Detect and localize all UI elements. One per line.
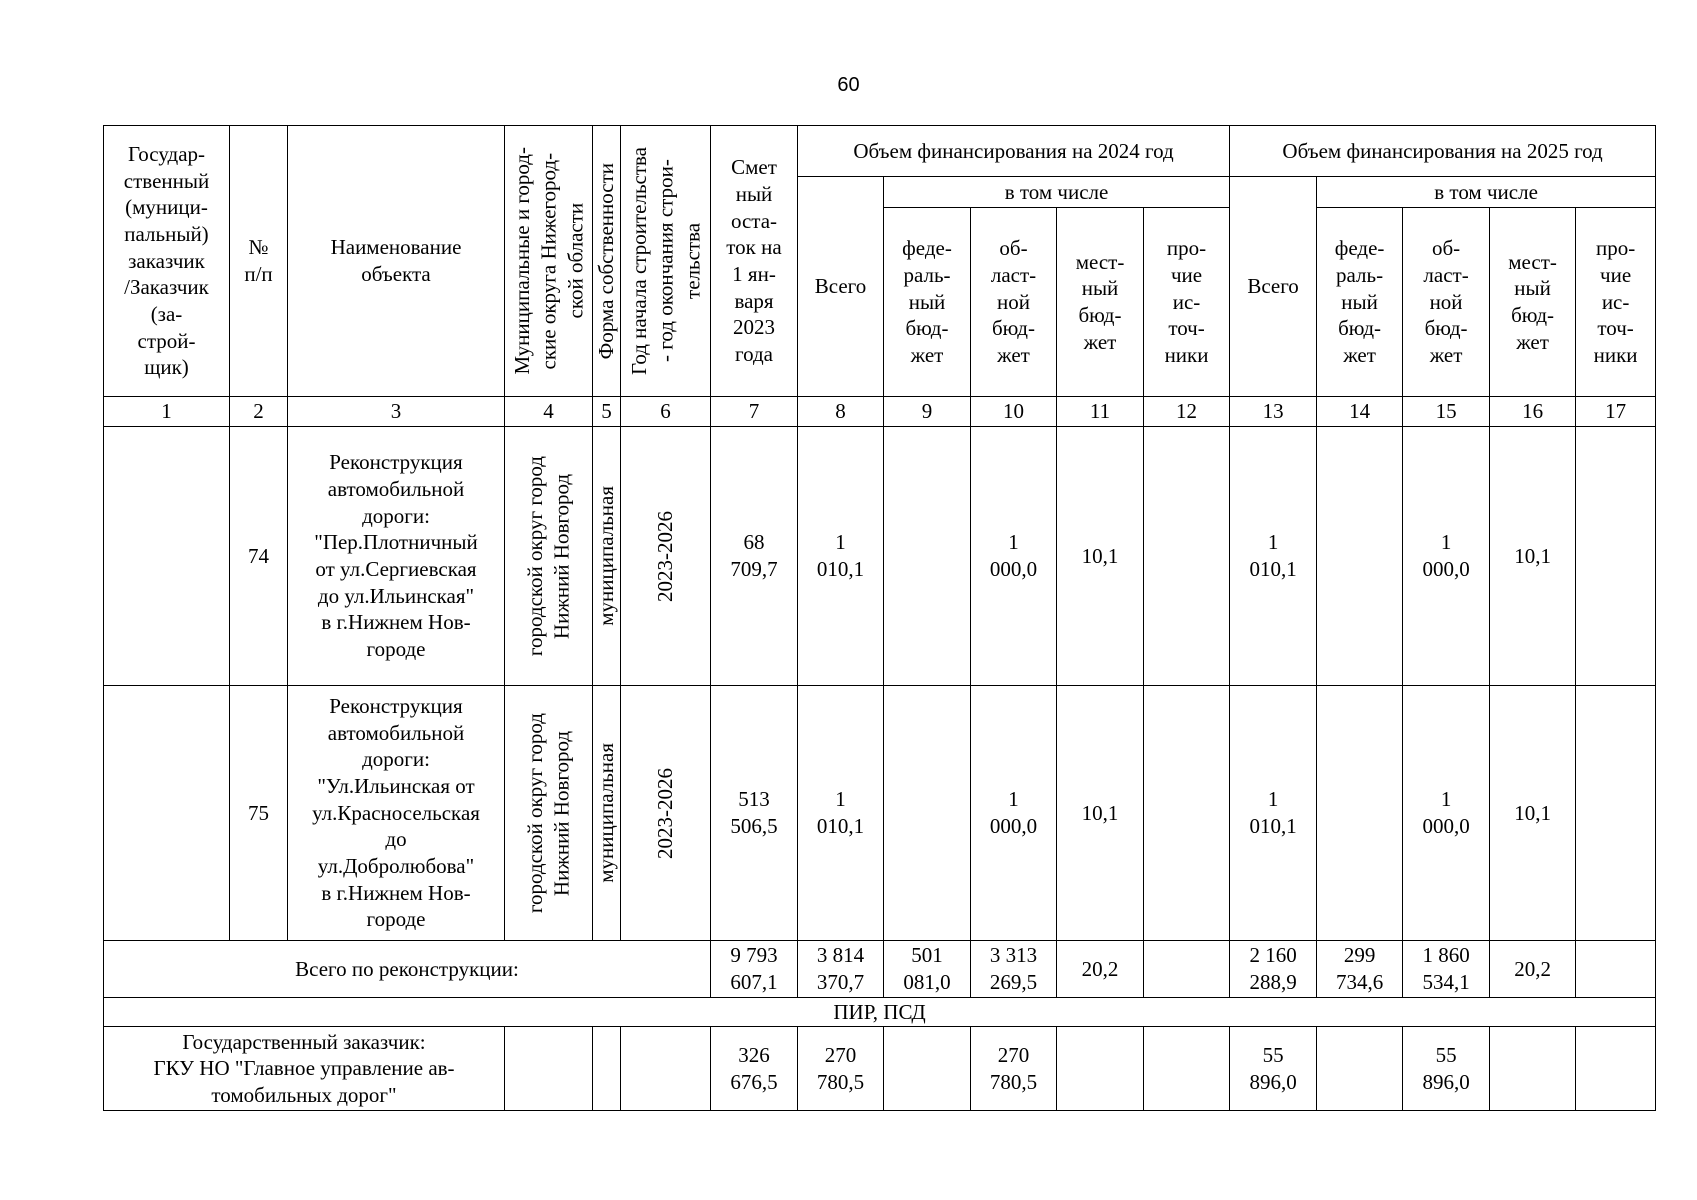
header-years-cell bbox=[621, 126, 711, 397]
row-district: городской округ город Нижний Новгород bbox=[522, 455, 574, 657]
financing-table bbox=[103, 125, 1656, 1111]
row-object-name: Реконструкция автомобильной дороги: "Ул.Ильинская от ул.Красносельская до ул.Добролюбова" в г.Нижнем Нов- городе bbox=[288, 686, 505, 941]
header-ownership: Форма собственности bbox=[594, 162, 619, 360]
row-years-cell bbox=[621, 686, 711, 941]
row-2024-federal bbox=[884, 427, 971, 686]
header-object-name: Наименование объекта bbox=[288, 126, 505, 397]
customer-2025-regional: 55 896,0 bbox=[1403, 1027, 1490, 1111]
column-number: 5 bbox=[593, 397, 621, 427]
header-2024-total: Всего bbox=[798, 177, 884, 397]
header-2025-regional: об- ласт- ной бюд- жет bbox=[1403, 208, 1490, 397]
column-number: 13 bbox=[1230, 397, 1317, 427]
section-row bbox=[104, 998, 1656, 1027]
customer-2025-total: 55 896,0 bbox=[1230, 1027, 1317, 1111]
row-2024-local: 10,1 bbox=[1057, 686, 1144, 941]
column-number: 17 bbox=[1576, 397, 1656, 427]
row-number: 74 bbox=[230, 427, 288, 686]
row-2025-other bbox=[1576, 686, 1656, 941]
customer-2024-local bbox=[1057, 1027, 1144, 1111]
row-2025-other bbox=[1576, 427, 1656, 686]
column-number: 11 bbox=[1057, 397, 1144, 427]
header-2025-local: мест- ный бюд- жет bbox=[1490, 208, 1576, 397]
row-2024-federal bbox=[884, 686, 971, 941]
customer-row bbox=[104, 1027, 1656, 1111]
row-ownership-cell bbox=[593, 686, 621, 941]
table-row bbox=[104, 686, 1656, 941]
header-row bbox=[104, 126, 1656, 177]
page-number: 60 bbox=[837, 74, 860, 96]
customer-2024-total: 270 780,5 bbox=[798, 1027, 884, 1111]
header-funding-2025: Объем финансирования на 2025 год bbox=[1230, 126, 1656, 177]
row-2025-total: 1 010,1 bbox=[1230, 686, 1317, 941]
customer-2024-other bbox=[1144, 1027, 1230, 1111]
header-2024-other: про- чие ис- точ- ники bbox=[1144, 208, 1230, 397]
total-2025-total: 2 160 288,9 bbox=[1230, 941, 1317, 998]
column-number: 4 bbox=[505, 397, 593, 427]
column-number: 2 bbox=[230, 397, 288, 427]
header-customer: Государ- ственный (муници- пальный) заказчик /Заказчик (за- строй- щик) bbox=[104, 126, 230, 397]
column-number: 1 bbox=[104, 397, 230, 427]
total-2024-regional: 3 313 269,5 bbox=[971, 941, 1057, 998]
customer-2024-federal bbox=[884, 1027, 971, 1111]
column-number: 16 bbox=[1490, 397, 1576, 427]
row-2025-regional: 1 000,0 bbox=[1403, 686, 1490, 941]
column-number: 8 bbox=[798, 397, 884, 427]
total-2024-local: 20,2 bbox=[1057, 941, 1144, 998]
row-balance: 68 709,7 bbox=[711, 427, 798, 686]
table-row bbox=[104, 427, 1656, 686]
column-number: 14 bbox=[1317, 397, 1403, 427]
column-number: 7 bbox=[711, 397, 798, 427]
column-number: 3 bbox=[288, 397, 505, 427]
customer-district bbox=[505, 1027, 593, 1111]
total-2024-total: 3 814 370,7 bbox=[798, 941, 884, 998]
header-2025-other: про- чие ис- точ- ники bbox=[1576, 208, 1656, 397]
row-years: 2023-2026 bbox=[653, 510, 678, 602]
total-2024-federal: 501 081,0 bbox=[884, 941, 971, 998]
header-2025-including: в том числе bbox=[1317, 177, 1656, 208]
header-2024-local: мест- ный бюд- жет bbox=[1057, 208, 1144, 397]
row-2024-total: 1 010,1 bbox=[798, 427, 884, 686]
total-2025-other bbox=[1576, 941, 1656, 998]
column-number: 12 bbox=[1144, 397, 1230, 427]
row-ownership-cell bbox=[593, 427, 621, 686]
row-2025-local: 10,1 bbox=[1490, 686, 1576, 941]
header-2024-federal: феде- раль- ный бюд- жет bbox=[884, 208, 971, 397]
column-number: 6 bbox=[621, 397, 711, 427]
row-2024-total: 1 010,1 bbox=[798, 686, 884, 941]
row-2024-regional: 1 000,0 bbox=[971, 427, 1057, 686]
header-2024-including: в том числе bbox=[884, 177, 1230, 208]
customer-2025-federal bbox=[1317, 1027, 1403, 1111]
total-2025-regional: 1 860 534,1 bbox=[1403, 941, 1490, 998]
row-2024-regional: 1 000,0 bbox=[971, 686, 1057, 941]
column-number: 10 bbox=[971, 397, 1057, 427]
customer-ownership bbox=[593, 1027, 621, 1111]
row-2024-other bbox=[1144, 686, 1230, 941]
total-2025-local: 20,2 bbox=[1490, 941, 1576, 998]
customer-2024-regional: 270 780,5 bbox=[971, 1027, 1057, 1111]
row-2025-federal bbox=[1317, 686, 1403, 941]
header-number: № п/п bbox=[230, 126, 288, 397]
row-customer bbox=[104, 427, 230, 686]
column-number: 9 bbox=[884, 397, 971, 427]
header-2025-total: Всего bbox=[1230, 177, 1317, 397]
row-ownership: муниципальная bbox=[594, 486, 619, 626]
row-district-cell bbox=[505, 686, 593, 941]
header-years: Год начала строительства - год окончания строи- тельства bbox=[626, 147, 704, 375]
total-balance: 9 793 607,1 bbox=[711, 941, 798, 998]
total-2024-other bbox=[1144, 941, 1230, 998]
customer-2025-local bbox=[1490, 1027, 1576, 1111]
column-number-row bbox=[104, 397, 1656, 427]
row-district-cell bbox=[505, 427, 593, 686]
total-label: Всего по реконструкции: bbox=[104, 941, 711, 998]
row-years: 2023-2026 bbox=[653, 767, 678, 859]
row-2024-other bbox=[1144, 427, 1230, 686]
row-2024-local: 10,1 bbox=[1057, 427, 1144, 686]
header-2025-federal: феде- раль- ный бюд- жет bbox=[1317, 208, 1403, 397]
row-balance: 513 506,5 bbox=[711, 686, 798, 941]
customer-years bbox=[621, 1027, 711, 1111]
row-ownership: муниципальная bbox=[594, 743, 619, 883]
customer-balance: 326 676,5 bbox=[711, 1027, 798, 1111]
row-object-name: Реконструкция автомобильной дороги: "Пер.Плотничный от ул.Сергиевская до ул.Ильинская" в г.Нижнем Нов- городе bbox=[288, 427, 505, 686]
header-districts: Муниципальные и город- ские округа Нижегород- ской области bbox=[509, 147, 587, 375]
total-row bbox=[104, 941, 1656, 998]
header-2024-regional: об- ласт- ной бюд- жет bbox=[971, 208, 1057, 397]
total-2025-federal: 299 734,6 bbox=[1317, 941, 1403, 998]
header-ownership-cell bbox=[593, 126, 621, 397]
row-years-cell bbox=[621, 427, 711, 686]
column-number: 15 bbox=[1403, 397, 1490, 427]
header-districts-cell bbox=[505, 126, 593, 397]
row-2025-federal bbox=[1317, 427, 1403, 686]
row-number: 75 bbox=[230, 686, 288, 941]
header-balance: Смет ный оста- ток на 1 ян- варя 2023 года bbox=[711, 126, 798, 397]
row-district: городской округ город Нижний Новгород bbox=[522, 712, 574, 914]
row-2025-regional: 1 000,0 bbox=[1403, 427, 1490, 686]
row-2025-total: 1 010,1 bbox=[1230, 427, 1317, 686]
customer-label: Государственный заказчик: ГКУ НО "Главное управление ав- томобильных дорог" bbox=[104, 1027, 505, 1111]
header-funding-2024: Объем финансирования на 2024 год bbox=[798, 126, 1230, 177]
row-2025-local: 10,1 bbox=[1490, 427, 1576, 686]
section-title: ПИР, ПСД bbox=[104, 998, 1656, 1027]
customer-2025-other bbox=[1576, 1027, 1656, 1111]
row-customer bbox=[104, 686, 230, 941]
